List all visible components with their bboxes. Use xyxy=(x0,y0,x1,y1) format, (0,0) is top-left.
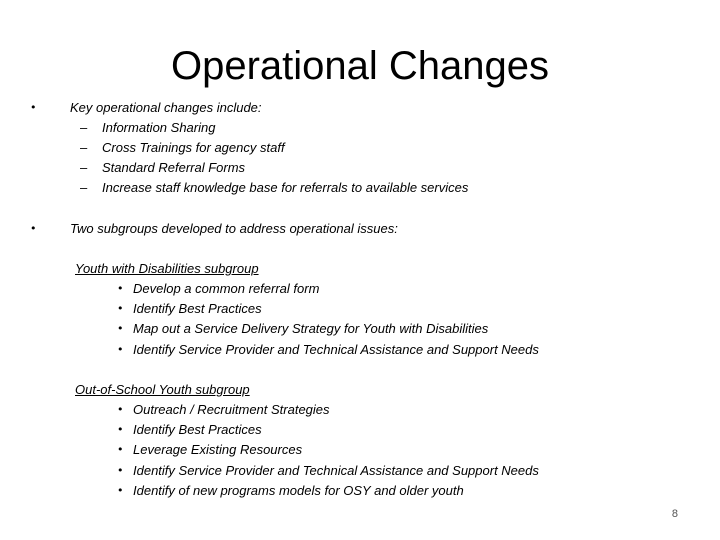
bullet-marker: • xyxy=(117,302,124,315)
list-item: Leverage Existing Resources xyxy=(133,442,303,457)
dash-marker: – xyxy=(80,160,88,175)
bullet-marker: • xyxy=(117,443,124,456)
list-item: Identify Service Provider and Technical Assistance and Support Needs xyxy=(133,463,539,478)
slide-title: Operational Changes xyxy=(170,44,550,88)
bullet-marker: • xyxy=(117,403,124,416)
list-item: Identify Best Practices xyxy=(133,422,262,437)
list-item: Identify of new programs models for OSY and older youth xyxy=(133,483,464,498)
bullet-key-operational-changes: Key operational changes include: xyxy=(70,100,262,115)
bullet-marker: • xyxy=(117,464,124,477)
dash-marker: – xyxy=(80,140,88,155)
bullet-marker: • xyxy=(117,343,124,356)
bullet-marker: • xyxy=(117,423,124,436)
list-item: Outreach / Recruitment Strategies xyxy=(133,402,330,417)
list-item: Map out a Service Delivery Strategy for Youth with Disabilities xyxy=(133,321,489,336)
sub-item-increase-staff-knowledge: Increase staff knowledge base for referrals to available services xyxy=(102,180,469,195)
list-item: Develop a common referral form xyxy=(133,281,320,296)
list-item: Identify Best Practices xyxy=(133,301,262,316)
bullet-marker: • xyxy=(117,484,124,497)
dash-marker: – xyxy=(80,180,88,195)
bullet-two-subgroups: Two subgroups developed to address operational issues: xyxy=(70,221,398,236)
list-item: Identify Service Provider and Technical Assistance and Support Needs xyxy=(133,342,539,357)
page-number: 8 xyxy=(671,508,678,520)
sub-item-cross-trainings: Cross Trainings for agency staff xyxy=(102,140,285,155)
bullet-marker: • xyxy=(117,282,124,295)
bullet-marker: • xyxy=(30,101,37,114)
subgroup-heading-out-of-school-youth: Out-of-School Youth subgroup xyxy=(75,382,250,397)
bullet-marker: • xyxy=(30,222,37,235)
sub-item-information-sharing: Information Sharing xyxy=(102,120,216,135)
sub-item-standard-referral-forms: Standard Referral Forms xyxy=(102,160,246,175)
subgroup-heading-youth-with-disabilities: Youth with Disabilities subgroup xyxy=(75,261,259,276)
dash-marker: – xyxy=(80,120,88,135)
bullet-marker: • xyxy=(117,322,124,335)
